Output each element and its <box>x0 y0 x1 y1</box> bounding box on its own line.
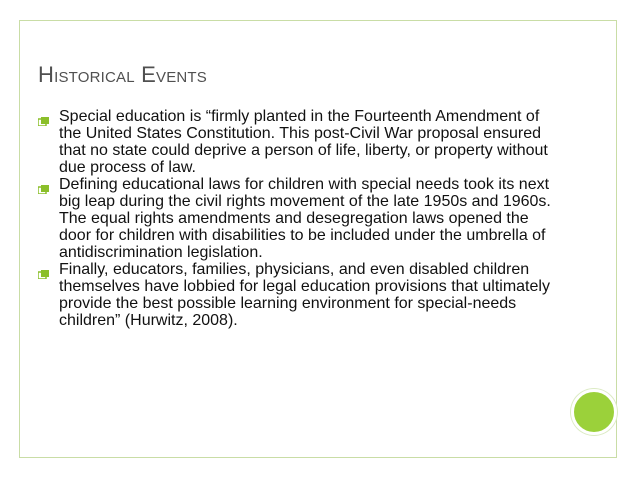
bullet-text: Special education is “firmly planted in the Fourteenth Amendment of the United States Constitution. This post-Civil War proposal ensured that no state could deprive a person of life, liberty, or property without due process of law. <box>59 108 548 176</box>
bullet-list <box>38 108 558 329</box>
decorative-green-circle <box>571 389 617 435</box>
bullet-item-3 <box>38 261 558 329</box>
square-bullet-icon <box>38 266 49 275</box>
square-bullet-icon <box>38 113 49 122</box>
bullet-text: Defining educational laws for children with special needs took its next big leap during the civil rights movement of the late 1950s and 1960s. The equal rights amendments and desegregation laws opened the door for children with disabilities to be included under the umbrella of antidiscrimination legislation. <box>59 176 551 261</box>
bullet-item-2 <box>38 176 558 261</box>
square-bullet-icon <box>38 181 49 190</box>
bullet-text: Finally, educators, families, physicians, and even disabled children themselves have lobbied for legal education provisions that ultimately provide the best possible learning environment for special-needs children” (Hurwitz, 2008). <box>59 261 550 329</box>
slide-title: Historical Events <box>38 62 207 87</box>
bullet-item-1 <box>38 108 558 176</box>
